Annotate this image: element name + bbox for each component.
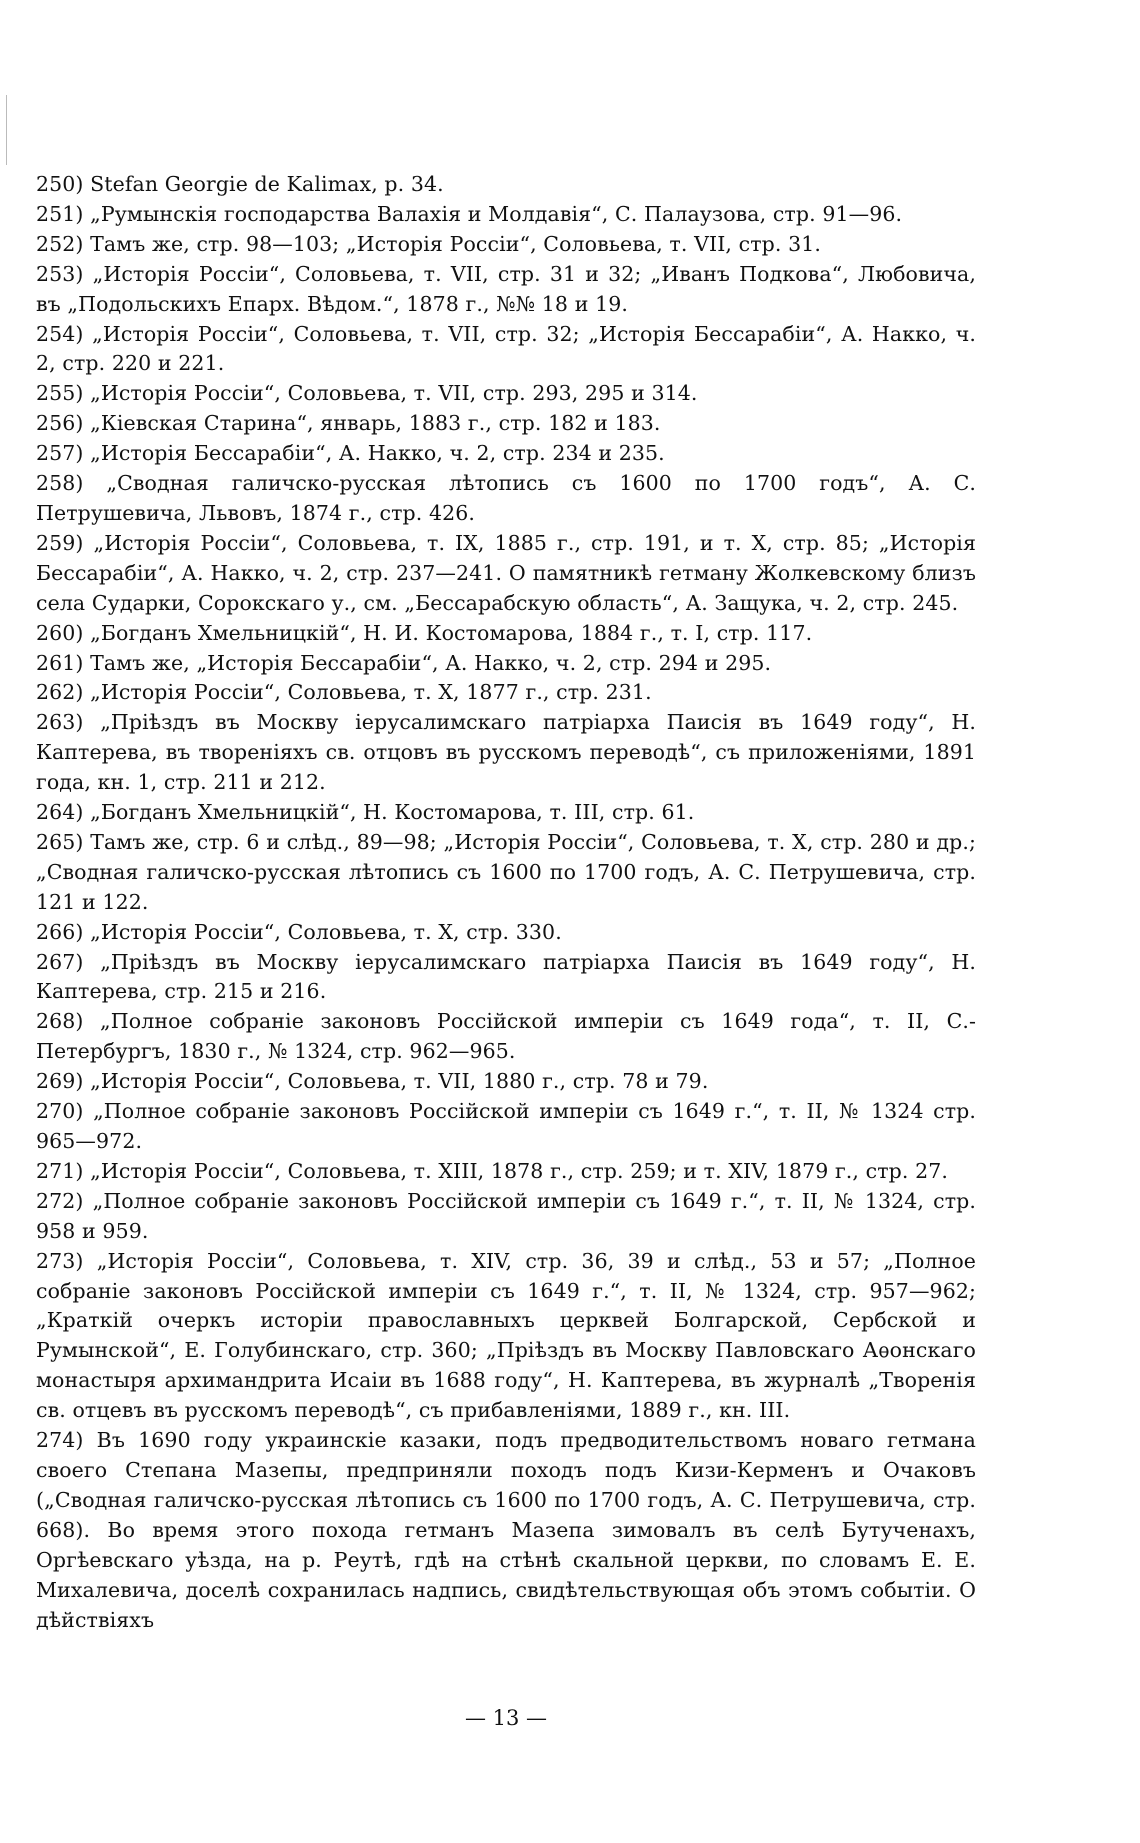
footnote-273: 273) „Исторія Россіи“, Соловьева, т. XIV, стр. 36, 39 и слѣд., 53 и 57; „Полное собраніе законовъ Россійской имперіи съ 1649 г.“, т. II, № 1324, стр. 957—962; „Краткій очеркъ исторіи православныхъ церквей Болгарской, Сербской и Румынской“, Е. Голубинскаго, стр. 360; „Пріѣздъ въ Москву Павловскаго Аѳонскаго монастыря архимандрита Исаіи въ 1688 году“, Н. Каптерева, въ журналѣ „Творенія св. отцевъ въ русскомъ переводѣ“, съ прибавленіями, 1889 г., кн. III. <box>36 1248 976 1423</box>
footnote-254: 254) „Исторія Россіи“, Соловьева, т. VII, стр. 32; „Исторія Бессарабіи“, А. Накко, ч. 2, стр. 220 и 221. <box>36 321 976 376</box>
footnote-255: 255) „Исторія Россіи“, Соловьева, т. VII, стр. 293, 295 и 314. <box>36 381 698 406</box>
footnote-269: 269) „Исторія Россіи“, Соловьева, т. VII, 1880 г., стр. 78 и 79. <box>36 1069 709 1094</box>
footnote-263: 263) „Пріѣздъ въ Москву іерусалимскаго патріарха Паисія въ 1649 году“, Н. Каптерева, въ твореніяхъ св. отцовъ въ русскомъ переводѣ“, съ приложеніями, 1891 года, кн. 1, стр. 211 и 212. <box>36 710 976 795</box>
footnote-264: 264) „Богданъ Хмельницкій“, Н. Костомарова, т. III, стр. 61. <box>36 800 695 825</box>
footnotes-block <box>36 170 976 1635</box>
margin-scan-mark <box>6 95 7 165</box>
footnote-274: 274) Въ 1690 году украинскіе казаки, подъ предводительствомъ новаго гетмана своего Степана Мазепы, предприняли походъ подъ Кизи-Керменъ и Очаковъ („Сводная галичско-русская лѣтопись съ 1600 по 1700 годъ, А. С. Петрушевича, стр. 668). Во время этого похода гетманъ Мазепа зимовалъ въ селѣ Бутученахъ, Оргѣевскаго уѣзда, на р. Реутѣ, гдѣ на стѣнѣ скальной церкви, по словамъ Е. Е. Михалевича, доселѣ сохранилась надпись, свидѣтельствующая объ этомъ событіи. О дѣйствіяхъ <box>36 1428 976 1632</box>
page-number: — 13 — <box>464 1706 548 1730</box>
footnote-252: 252) Тамъ же, стр. 98—103; „Исторія Россіи“, Соловьева, т. VII, стр. 31. <box>36 231 822 256</box>
footnote-267: 267) „Пріѣздъ въ Москву іерусалимскаго патріарха Паисія въ 1649 году“, Н. Каптерева, стр. 215 и 216. <box>36 949 976 1004</box>
footnote-265: 265) Тамъ же, стр. 6 и слѣд., 89—98; „Исторія Россіи“, Соловьева, т. X, стр. 280 и др.; „Сводная галичско-русская лѣтопись съ 1600 по 1700 годъ, А. С. Петрушевича, стр. 121 и 122. <box>36 829 976 914</box>
footnote-253: 253) „Исторія Россіи“, Соловьева, т. VII, стр. 31 и 32; „Иванъ Подкова“, Любовича, въ „Подольскихъ Епарх. Вѣдом.“, 1878 г., №№ 18 и 19. <box>36 261 976 316</box>
footnote-251: 251) „Румынскія господарства Валахія и Молдавія“, С. Палаузова, стр. 91—96. <box>36 201 903 226</box>
footnote-260: 260) „Богданъ Хмельницкій“, Н. И. Костомарова, 1884 г., т. I, стр. 117. <box>36 620 813 645</box>
footnote-257: 257) „Исторія Бессарабіи“, А. Накко, ч. 2, стр. 234 и 235. <box>36 441 665 466</box>
footnote-271: 271) „Исторія Россіи“, Соловьева, т. XIII, 1878 г., стр. 259; и т. XIV, 1879 г., стр. 27. <box>36 1158 949 1183</box>
footnote-268: 268) „Полное собраніе законовъ Россійской имперіи съ 1649 года“, т. II, С.-Петербургъ, 1830 г., № 1324, стр. 962—965. <box>36 1009 976 1064</box>
footnote-258: 258) „Сводная галичско-русская лѣтопись съ 1600 по 1700 годъ“, А. С. Петрушевича, Львовъ, 1874 г., стр. 426. <box>36 471 976 525</box>
footnote-256: 256) „Кіевская Старина“, январь, 1883 г., стр. 182 и 183. <box>36 411 661 436</box>
footnote-272: 272) „Полное собраніе законовъ Россійской имперіи съ 1649 г.“, т. II, № 1324, стр. 958 и 959. <box>36 1188 976 1243</box>
footnote-262: 262) „Исторія Россіи“, Соловьева, т. X, 1877 г., стр. 231. <box>36 680 652 705</box>
footnote-250: 250) Stefan Georgie de Kalimax, p. 34. <box>36 172 444 196</box>
footnote-259: 259) „Исторія Россіи“, Соловьева, т. IX, 1885 г., стр. 191, и т. X, стр. 85; „Исторія Бессарабіи“, А. Накко, ч. 2, стр. 237—241. О памятникѣ гетману Жолкевскому близъ села Сударки, Сорокскаго у., см. „Бессарабскую область“, А. Защука, ч. 2, стр. 245. <box>36 530 976 615</box>
footnote-266: 266) „Исторія Россіи“, Соловьева, т. X, стр. 330. <box>36 919 562 944</box>
footnote-270: 270) „Полное собраніе законовъ Россійской имперіи съ 1649 г.“, т. II, № 1324 стр. 965—972. <box>36 1099 976 1153</box>
footnote-261: 261) Тамъ же, „Исторія Бессарабіи“, А. Накко, ч. 2, стр. 294 и 295. <box>36 650 772 675</box>
